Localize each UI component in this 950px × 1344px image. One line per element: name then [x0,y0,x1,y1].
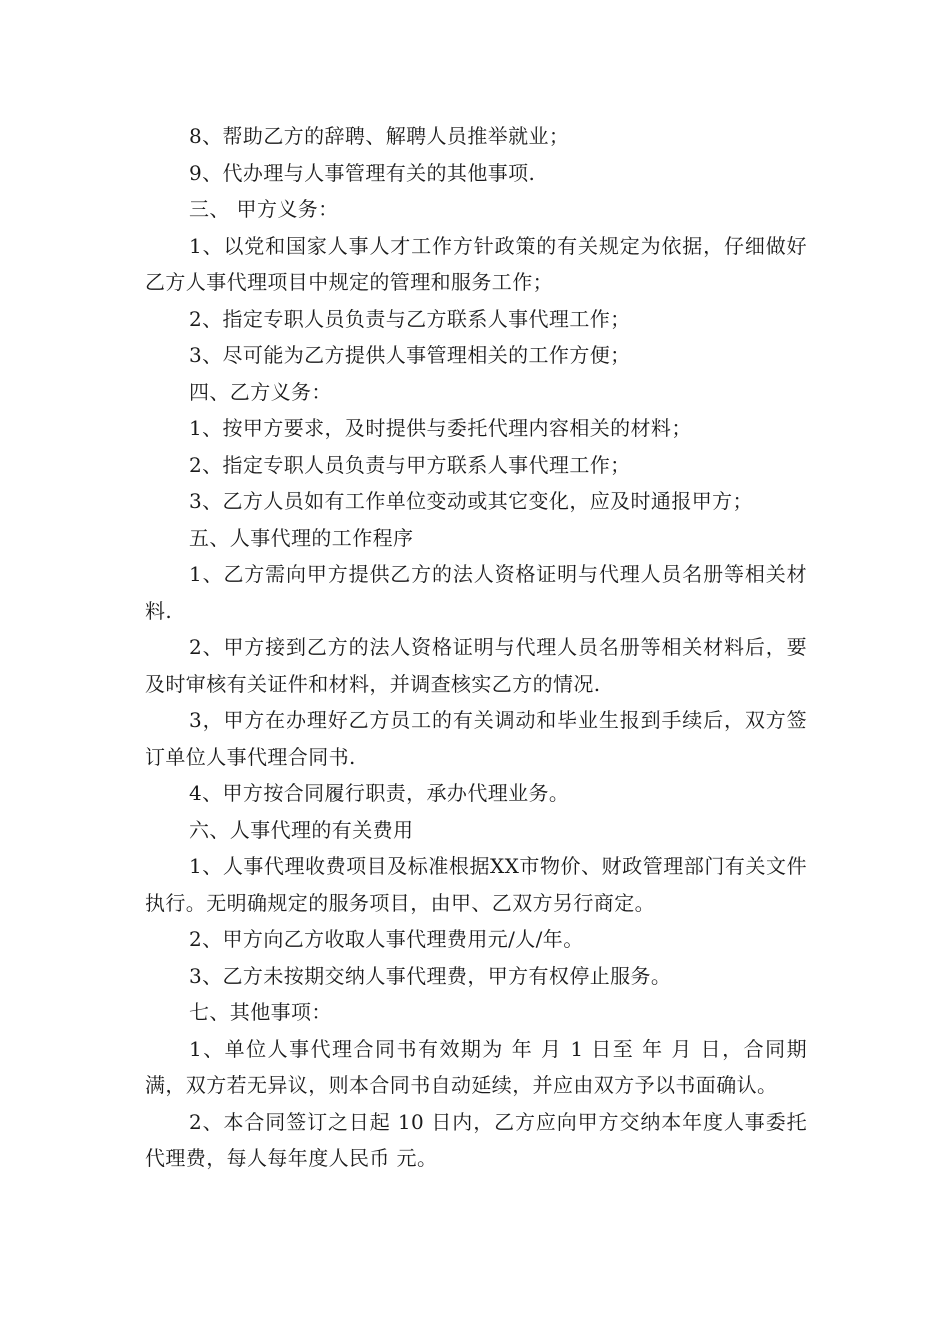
paragraph: 2、甲方接到乙方的法人资格证明与代理人员名册等相关材料后，要及时审核有关证件和材料，并调查核实乙方的情况. [145,635,807,696]
section-heading: 三、 甲方义务： [189,197,339,221]
document-body [145,118,807,1177]
paragraph: 1、单位人事代理合同书有效期为 年 月 1 日至 年 月 日，合同期满，双方若无异议，则本合同书自动延续，并应由双方予以书面确认。 [145,1036,807,1097]
paragraph: 3、乙方未按期交纳人事代理费，甲方有权停止服务。 [189,963,672,988]
paragraph: 2、指定专职人员负责与乙方联系人事代理工作； [189,306,631,331]
paragraph: 3、尽可能为乙方提供人事管理相关的工作方便； [189,343,631,367]
section-heading: 四、乙方义务： [189,379,332,404]
paragraph: 8、帮助乙方的辞聘、解聘人员推举就业； [189,124,570,148]
paragraph: 3、乙方人员如有工作单位变动或其它变化，应及时通报甲方； [189,489,753,513]
paragraph: 1、人事代理收费项目及标准根据XX市物价、财政管理部门有关文件执行。无明确规定的服务项目，由甲、乙双方另行商定。 [145,854,807,915]
paragraph: 1、乙方需向甲方提供乙方的法人资格证明与代理人员名册等相关材料. [145,562,807,623]
paragraph: 1、以党和国家人事人才工作方针政策的有关规定为依据，仔细做好乙方人事代理项目中规定的管理和服务工作； [145,233,807,294]
paragraph: 2、甲方向乙方收取人事代理费用元/人/年。 [189,927,584,951]
section-heading: 五、人事代理的工作程序 [189,525,414,550]
section-heading: 七、其他事项： [189,1000,332,1024]
paragraph: 1、按甲方要求，及时提供与委托代理内容相关的材料； [189,416,692,440]
paragraph: 4、甲方按合同履行职责，承办代理业务。 [189,781,570,805]
paragraph: 2、指定专职人员负责与甲方联系人事代理工作； [189,452,631,477]
paragraph: 3，甲方在办理好乙方员工的有关调动和毕业生报到手续后，双方签订单位人事代理合同书. [145,708,807,769]
paragraph: 2、本合同签订之日起 10 日内，乙方应向甲方交纳本年度人事委托代理费，每人每年度人民币 元。 [145,1109,807,1170]
paragraph: 9、代办理与人事管理有关的其他事项. [189,160,536,185]
section-heading: 六、人事代理的有关费用 [189,817,414,842]
